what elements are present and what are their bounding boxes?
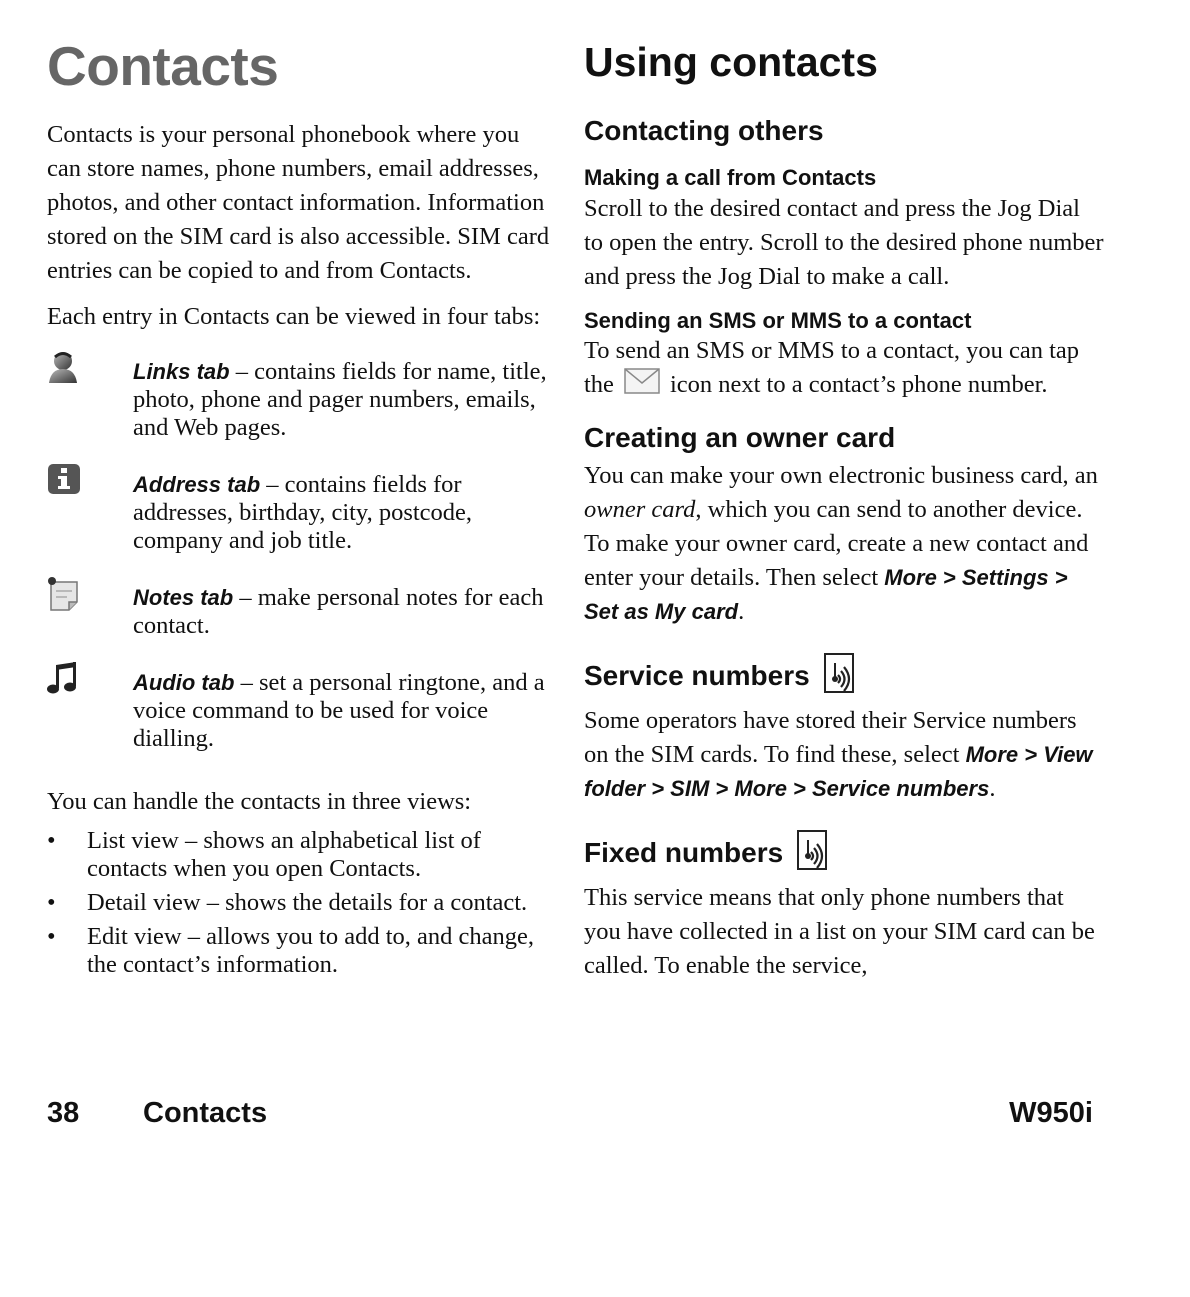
tabs-intro-paragraph: Each entry in Contacts can be viewed in four tabs:: [47, 302, 541, 330]
info-icon: [47, 463, 133, 500]
owner-menu-path: More > Settings > Set as My card: [584, 564, 1068, 624]
contacting-others-heading: Contacting others: [584, 115, 824, 147]
section-title: Using contacts: [584, 39, 878, 85]
tab-text: – contains fields for addresses, birthday, city, postcode, company and job title.: [133, 470, 473, 554]
service-numbers-section: [584, 653, 1104, 806]
views-intro-paragraph: You can handle the contacts in three views:: [47, 787, 472, 815]
tab-description: [133, 350, 557, 442]
tab-item-links: [47, 350, 557, 442]
owner-text-end: .: [738, 597, 745, 625]
tab-text: – make personal notes for each contact.: [133, 583, 544, 639]
sending-sms-heading: Sending an SMS or MMS to a contact: [584, 307, 972, 333]
tab-text: – set a personal ringtone, and a voice command to be used for voice dialling.: [133, 668, 545, 752]
service-menu-path: More > View folder > SIM > More > Service numbers: [584, 741, 1093, 801]
tab-item-audio: [47, 661, 557, 753]
footer-model: W950i: [1009, 1097, 1093, 1129]
service-numbers-heading: [584, 653, 1104, 700]
tab-list: [47, 350, 557, 753]
sms-text-after: icon next to a contact’s phone number.: [669, 371, 1048, 399]
bullet: •: [47, 826, 56, 854]
owner-card-section: [584, 422, 1104, 628]
fixed-numbers-title: Fixed numbers: [584, 837, 784, 869]
tab-description: [133, 463, 557, 555]
list-item: [47, 827, 557, 883]
tab-text: – contains fields for name, title, photo, phone and pager numbers, emails, and Web pages.: [133, 357, 547, 441]
sim-service-icon: [824, 653, 854, 700]
list-item: [47, 923, 557, 979]
list-item-text: Edit view – allows you to add to, and change, the contact’s information.: [87, 922, 535, 978]
envelope-icon: [624, 368, 660, 404]
tab-label: Audio tab: [133, 669, 235, 695]
list-item: [47, 889, 557, 917]
tab-description: [133, 576, 557, 640]
tab-label: Address tab: [133, 471, 261, 497]
left-column: [47, 35, 557, 985]
making-call-text: Scroll to the desired contact and press the Jog Dial to open the entry. Scroll to the desired phone number and press the Jog Dial to make a call.: [584, 194, 1104, 290]
service-numbers-text: [584, 704, 1104, 806]
fixed-numbers-text: This service means that only phone numbers that you have collected in a list on your SIM card can be called. To enable the service,: [584, 884, 1095, 979]
tab-description: [133, 661, 557, 753]
owner-card-text: [584, 459, 1104, 629]
tab-label: Notes tab: [133, 584, 234, 610]
tab-label: Links tab: [133, 358, 230, 384]
tab-item-notes: [47, 576, 557, 640]
service-text-end: .: [989, 774, 996, 802]
intro-paragraph: Contacts is your personal phonebook where you can store names, phone numbers, email addresses, photos, and other contact information. Information stored on the SIM card is also accessible. SIM card entries can be copied to and from Contacts.: [47, 120, 550, 284]
fixed-numbers-section: [584, 830, 1104, 983]
footer-chapter: Contacts: [143, 1097, 268, 1129]
person-icon: [47, 350, 133, 389]
chapter-title: Contacts: [47, 35, 279, 97]
views-list: [47, 827, 557, 979]
list-item-text: List view – shows an alphabetical list of contacts when you open Contacts.: [87, 826, 481, 882]
owner-text-1: You can make your own electronic business card, an: [584, 461, 1098, 489]
music-note-icon: [47, 661, 133, 700]
contacting-others-section: [584, 115, 1104, 404]
sms-text-before: To send an SMS or MMS to a contact, you can tap the: [584, 337, 1080, 399]
notes-icon: [47, 576, 133, 617]
right-column: [584, 40, 1104, 1007]
fixed-numbers-heading: [584, 830, 1104, 877]
service-numbers-title: Service numbers: [584, 660, 810, 692]
tab-item-address: [47, 463, 557, 555]
making-call-heading: Making a call from Contacts: [584, 165, 877, 191]
service-text-1: Some operators have stored their Service numbers on the SIM cards. To find these, select: [584, 706, 1077, 768]
list-item-text: Detail view – shows the details for a contact.: [87, 888, 528, 916]
page-number: 38: [47, 1097, 80, 1129]
sending-sms-text: [584, 334, 1104, 404]
bullet: •: [47, 888, 56, 916]
sim-service-icon: [797, 830, 827, 877]
page-footer: [47, 1097, 1093, 1137]
owner-text-2: , which you can send to another device. To make your owner card, create a new contact and enter your details. Then select: [584, 495, 1089, 591]
owner-card-heading: Creating an owner card: [584, 422, 896, 454]
bullet: •: [47, 922, 56, 950]
owner-card-term: owner card: [584, 495, 696, 523]
